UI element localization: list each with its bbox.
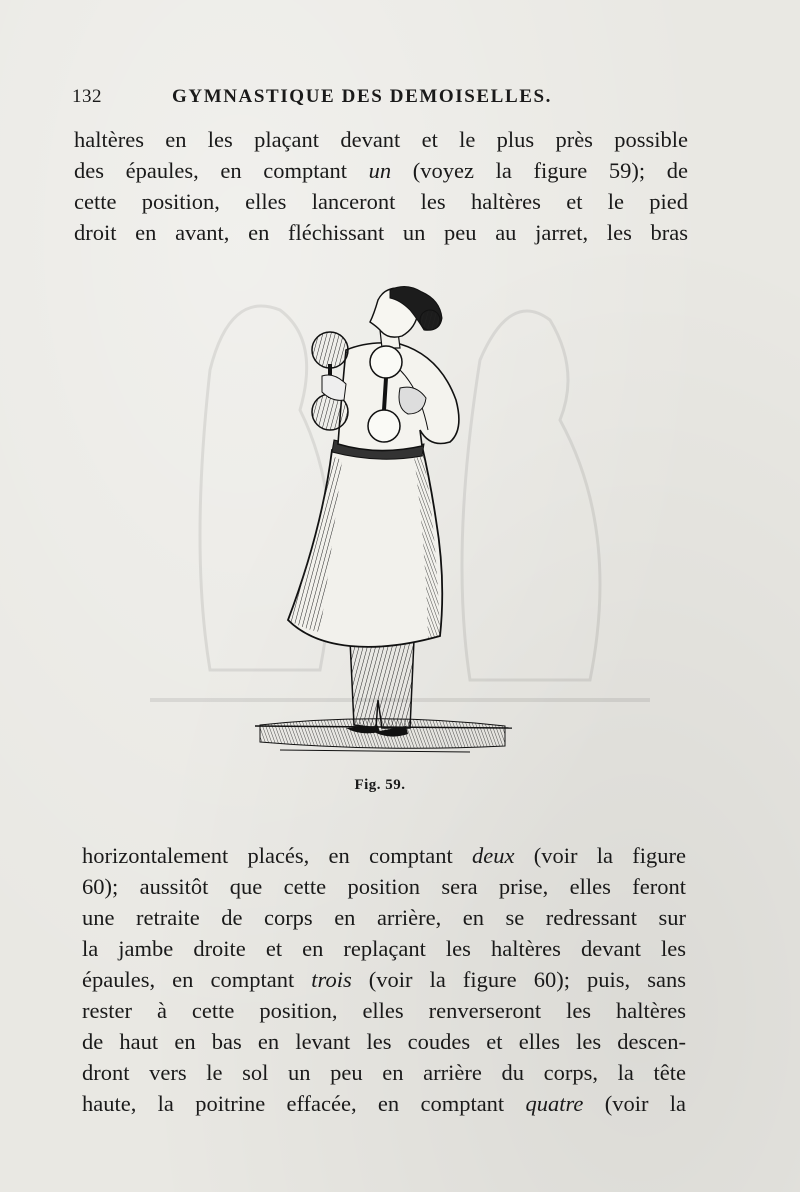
text-run: (voir la (583, 1091, 687, 1116)
text-run: épaules, en comptant (82, 967, 312, 992)
text-run: haute, la poitrine effacée, en comptant (82, 1091, 526, 1116)
text-line (74, 217, 688, 248)
emphasized-word: deux (472, 843, 515, 868)
text-run: une retraite de corps en arrière, en se redressant sur (82, 905, 686, 930)
text-line (82, 1088, 686, 1119)
text-run: des épaules, en comptant (74, 158, 369, 183)
text-line (74, 155, 688, 186)
emphasized-word: quatre (525, 1091, 584, 1116)
text-run: droit en avant, en fléchissant un peu au jarret, les bras (74, 220, 688, 245)
page-header (72, 86, 692, 110)
text-line (82, 1057, 686, 1088)
text-run: (voir la figure (514, 843, 686, 868)
text-line (82, 933, 686, 964)
text-line (82, 902, 686, 933)
text-line (74, 186, 688, 217)
woman-with-dumbbells-engraving (250, 280, 520, 760)
text-run: (voyez la figure 59); de (391, 158, 688, 183)
emphasized-word: un (368, 158, 392, 183)
text-line (74, 124, 688, 155)
text-run: (voir la figure 60); puis, sans (351, 967, 686, 992)
text-line (82, 840, 686, 871)
top-paragraph (74, 124, 688, 248)
text-run: horizontalement placés, en comptant (82, 843, 473, 868)
text-run: 60); aussitôt que cette position sera prise, elles feront (82, 874, 686, 899)
text-line (82, 995, 686, 1026)
text-run: la jambe droite et en replaçant les haltères devant les (82, 936, 686, 961)
text-line (82, 1026, 686, 1057)
text-run: cette position, elles lanceront les haltères et le pied (74, 189, 688, 214)
figure-59-illustration (250, 280, 520, 760)
text-run: haltères en les plaçant devant et le plus près possible (74, 127, 688, 152)
emphasized-word: trois (311, 967, 352, 992)
text-run: dront vers le sol un peu en arrière du corps, la tête (82, 1060, 686, 1085)
text-run: rester à cette position, elles renverseront les haltères (82, 998, 686, 1023)
page-number: 132 (72, 86, 102, 107)
running-title: GYMNASTIQUE DES DEMOISELLES. (172, 86, 553, 107)
bottom-paragraph (82, 840, 686, 1119)
figure-caption: Fig. 59. (354, 777, 406, 793)
text-line (82, 964, 686, 995)
text-line (82, 871, 686, 902)
text-run: de haut en bas en levant les coudes et elles les descen- (82, 1029, 686, 1054)
